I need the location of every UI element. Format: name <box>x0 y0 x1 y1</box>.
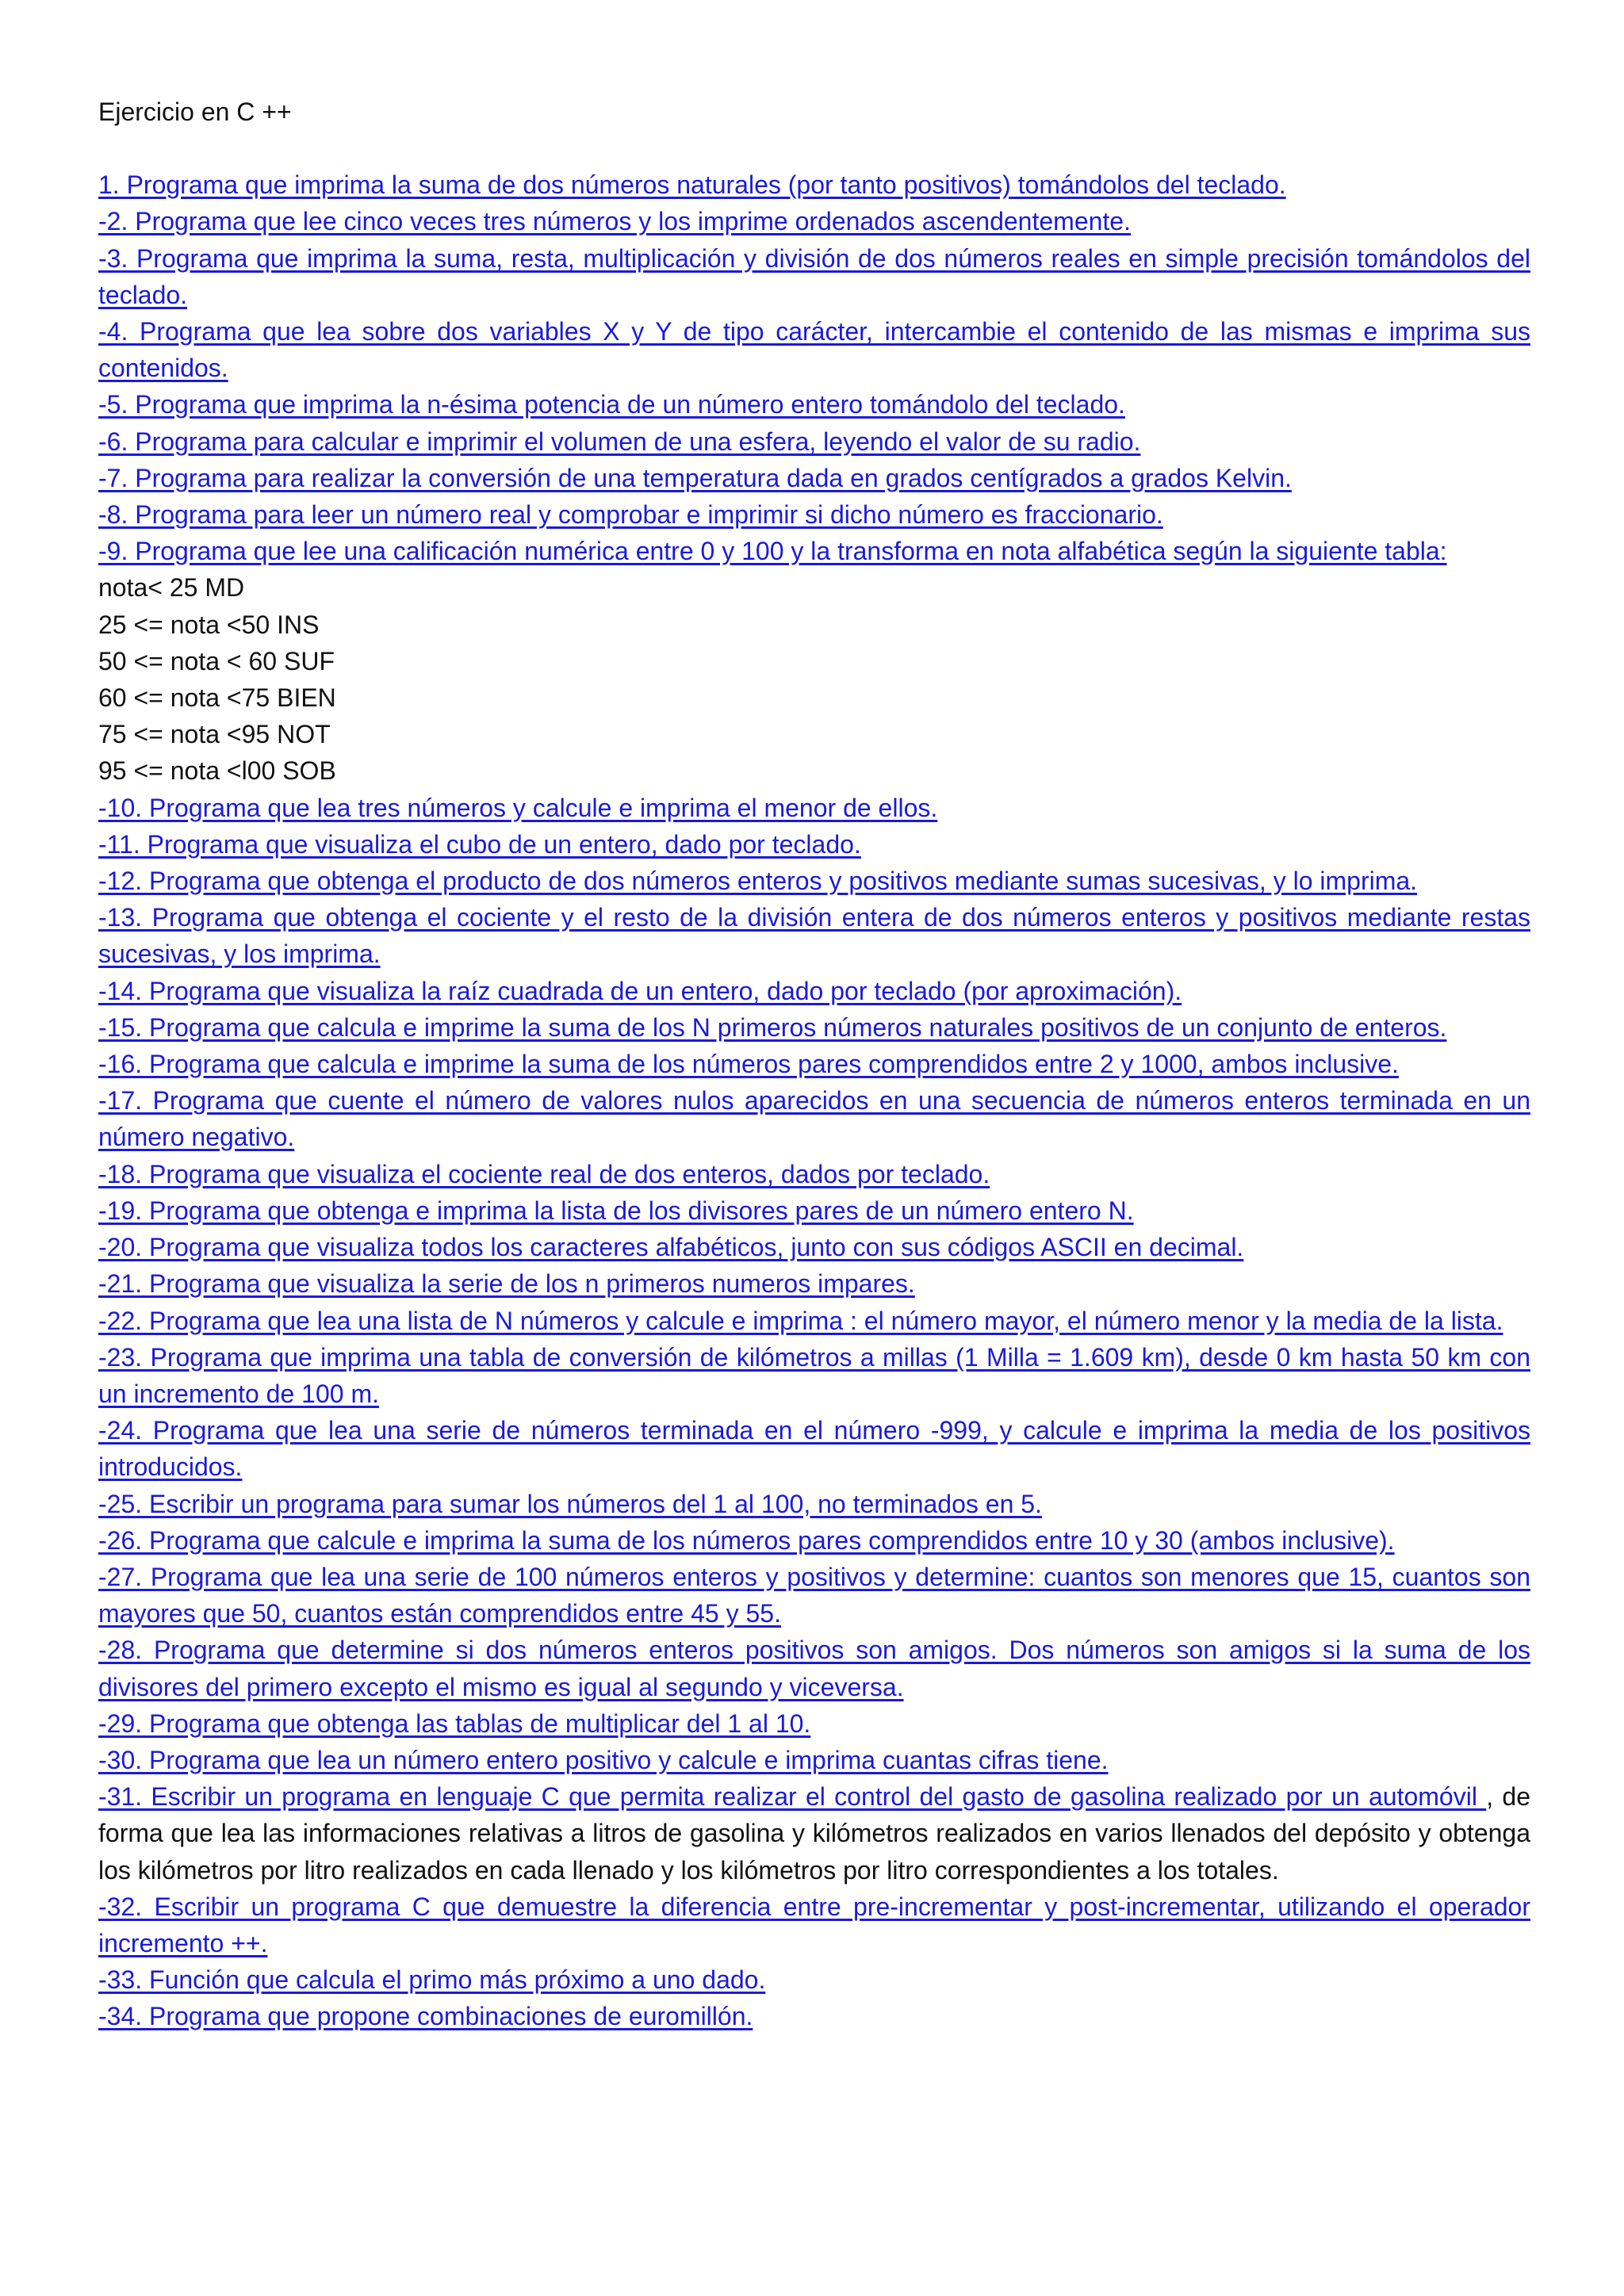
exercise-item[interactable] <box>98 533 1530 569</box>
exercise-item[interactable] <box>98 1229 1530 1265</box>
grade-table-row <box>98 607 1530 643</box>
exercise-item[interactable] <box>98 240 1530 313</box>
exercise-item[interactable] <box>98 1961 1530 1998</box>
exercise-item[interactable] <box>98 1082 1530 1155</box>
exercise-item[interactable] <box>98 1705 1530 1742</box>
exercise-item[interactable] <box>98 1998 1530 2034</box>
exercise-item[interactable] <box>98 423 1530 460</box>
exercise-link[interactable]: -14. Programa que visualiza la raíz cuadrada de un entero, dado por teclado (por aproximación). <box>98 976 1182 1005</box>
exercise-item[interactable] <box>98 496 1530 533</box>
exercise-item[interactable] <box>98 1046 1530 1082</box>
document <box>98 94 1530 2035</box>
exercise-link[interactable]: -29. Programa que obtenga las tablas de multiplicar del 1 al 10. <box>98 1709 811 1738</box>
grade-table-text: 75 <= nota <95 NOT <box>98 720 331 749</box>
grade-table-text: nota< 25 MD <box>98 573 245 603</box>
exercise-link[interactable]: -23. Programa que imprima una tabla de conversión de kilómetros a millas (1 Milla = 1.609 km), desde 0 km hasta 50 km con un incremento de 100 m. <box>98 1342 1530 1408</box>
exercise-link[interactable]: -9. Programa que lee una calificación numérica entre 0 y 100 y la transforma en nota alfabética según la siguiente tabla: <box>98 537 1447 566</box>
exercise-link[interactable]: -17. Programa que cuente el número de valores nulos aparecidos en una secuencia de números enteros terminada en un número negativo. <box>98 1086 1530 1152</box>
exercise-link[interactable]: -5. Programa que imprima la n-ésima potencia de un número entero tomándolo del teclado. <box>98 390 1125 419</box>
exercise-link[interactable]: -34. Programa que propone combinaciones de euromillón. <box>98 2002 753 2031</box>
exercise-item[interactable] <box>98 973 1530 1009</box>
grade-table-text: 60 <= nota <75 BIEN <box>98 683 336 713</box>
exercise-item[interactable] <box>98 1192 1530 1229</box>
grade-table-row <box>98 752 1530 789</box>
exercise-item[interactable] <box>98 863 1530 899</box>
exercise-item[interactable] <box>98 203 1530 239</box>
exercise-item[interactable] <box>98 826 1530 863</box>
exercise-link[interactable]: -11. Programa que visualiza el cubo de un entero, dado por teclado. <box>98 829 861 859</box>
exercise-link[interactable]: -24. Programa que lea una serie de números terminada en el número -999, y calcule e imprima la media de los positivos introducidos. <box>98 1416 1530 1482</box>
exercise-link[interactable]: -13. Programa que obtenga el cociente y el resto de la división entera de dos números enteros y positivos mediante restas sucesivas, y los imprima. <box>98 903 1530 969</box>
exercise-link[interactable]: -2. Programa que lee cinco veces tres números y los imprime ordenados ascendentemente. <box>98 207 1131 236</box>
exercise-link[interactable]: -25. Escribir un programa para sumar los números del 1 al 100, no terminados en 5. <box>98 1489 1042 1518</box>
exercise-link[interactable]: -7. Programa para realizar la conversión de una temperatura dada en grados centígrados a grados Kelvin. <box>98 463 1292 492</box>
exercise-link[interactable]: -28. Programa que determine si dos números enteros positivos son amigos. Dos números son amigos si la suma de los divisores del primero excepto el mismo es igual al segundo y viceversa. <box>98 1636 1530 1701</box>
exercise-item[interactable] <box>98 1559 1530 1632</box>
exercise-link[interactable]: -31. Escribir un programa en lenguaje C que permita realizar el control del gasto de gasolina realizado por un automóvil <box>98 1782 1487 1812</box>
exercise-item[interactable] <box>98 1522 1530 1559</box>
exercise-link[interactable]: -6. Programa para calcular e imprimir el volumen de una esfera, leyendo el valor de su radio. <box>98 427 1141 456</box>
exercise-item[interactable] <box>98 1339 1530 1412</box>
exercise-link[interactable]: -20. Programa que visualiza todos los caracteres alfabéticos, junto con sus códigos ASCII en decimal. <box>98 1233 1244 1262</box>
exercise-link[interactable]: -21. Programa que visualiza la serie de los n primeros numeros impares. <box>98 1269 915 1299</box>
exercise-link[interactable]: -3. Programa que imprima la suma, resta, multiplicación y división de dos números reales en simple precisión tomándolos del teclado. <box>98 243 1530 309</box>
grade-table-row <box>98 643 1530 679</box>
exercise-item[interactable] <box>98 1888 1530 1961</box>
grade-table-row <box>98 716 1530 752</box>
exercise-link[interactable]: -15. Programa que calcula e imprime la suma de los N primeros números naturales positivos de un conjunto de enteros. <box>98 1012 1447 1042</box>
exercise-item[interactable] <box>98 1009 1530 1046</box>
exercise-link[interactable]: -16. Programa que calcula e imprime la suma de los números pares comprendidos entre 2 y 1000, ambos inclusive. <box>98 1050 1399 1079</box>
exercise-item[interactable] <box>98 1742 1530 1778</box>
exercise-item[interactable] <box>98 790 1530 826</box>
exercise-continuation-text: , de forma que lea las informaciones relativas a litros de gasolina y kilómetros realizados en varios llenados del depósito y obtenga los kilómetros por litro realizados en cada llenado y los kilómetros por litro correspondientes a los totales. <box>98 1782 1531 1885</box>
exercise-item[interactable] <box>98 1303 1530 1339</box>
exercise-link[interactable]: -10. Programa que lea tres números y calcule e imprima el menor de ellos. <box>98 793 938 822</box>
document-title: Ejercicio en C ++ <box>98 98 292 126</box>
exercise-link[interactable]: 1. Programa que imprima la suma de dos números naturales (por tanto positivos) tomándolos del teclado. <box>98 170 1286 200</box>
exercise-item[interactable] <box>98 313 1530 386</box>
exercise-link[interactable]: -26. Programa que calcule e imprima la suma de los números pares comprendidos entre 10 y 30 (ambos inclusive). <box>98 1525 1395 1555</box>
exercise-item[interactable] <box>98 1632 1530 1705</box>
exercise-item[interactable] <box>98 166 1530 203</box>
exercise-link[interactable]: -8. Programa para leer un número real y comprobar e imprimir si dicho número es fraccionario. <box>98 500 1163 530</box>
exercise-link[interactable]: -33. Función que calcula el primo más próximo a uno dado. <box>98 1965 766 1995</box>
exercise-item[interactable] <box>98 1265 1530 1302</box>
exercise-link[interactable]: -19. Programa que obtenga e imprima la lista de los divisores pares de un número entero N. <box>98 1196 1134 1225</box>
exercise-item[interactable] <box>98 1412 1530 1485</box>
exercise-item[interactable] <box>98 460 1530 496</box>
grade-table-row <box>98 569 1530 606</box>
grade-table-text: 25 <= nota <50 INS <box>98 610 320 639</box>
exercise-link[interactable]: -30. Programa que lea un número entero positivo y calcule e imprima cuantas cifras tiene. <box>98 1745 1109 1774</box>
exercise-link[interactable]: -18. Programa que visualiza el cociente real de dos enteros, dados por teclado. <box>98 1159 990 1188</box>
exercise-item[interactable] <box>98 1486 1530 1522</box>
exercise-list <box>98 166 1530 2034</box>
exercise-link[interactable]: -12. Programa que obtenga el producto de dos números enteros y positivos mediante sumas sucesivas, y lo imprima. <box>98 867 1418 896</box>
exercise-item[interactable] <box>98 386 1530 423</box>
exercise-item[interactable] <box>98 1778 1530 1888</box>
exercise-link[interactable]: -4. Programa que lea sobre dos variables X y Y de tipo carácter, intercambie el contenido de las mismas e imprima sus contenidos. <box>98 317 1530 383</box>
exercise-link[interactable]: -22. Programa que lea una lista de N números y calcule e imprima : el número mayor, el número menor y la media de la lista. <box>98 1306 1503 1335</box>
grade-table-text: 95 <= nota <l00 SOB <box>98 756 336 786</box>
exercise-item[interactable] <box>98 1156 1530 1192</box>
grade-table-text: 50 <= nota < 60 SUF <box>98 646 335 675</box>
grade-table-row <box>98 679 1530 716</box>
exercise-link[interactable]: -27. Programa que lea una serie de 100 números enteros y positivos y determine: cuantos son menores que 15, cuantos son mayores que 50, cuantos están comprendidos entre 45 y 55. <box>98 1562 1530 1628</box>
exercise-link[interactable]: -32. Escribir un programa C que demuestre la diferencia entre pre-incrementar y post-incrementar, utilizando el operador incremento ++. <box>98 1892 1530 1957</box>
exercise-item[interactable] <box>98 899 1530 972</box>
